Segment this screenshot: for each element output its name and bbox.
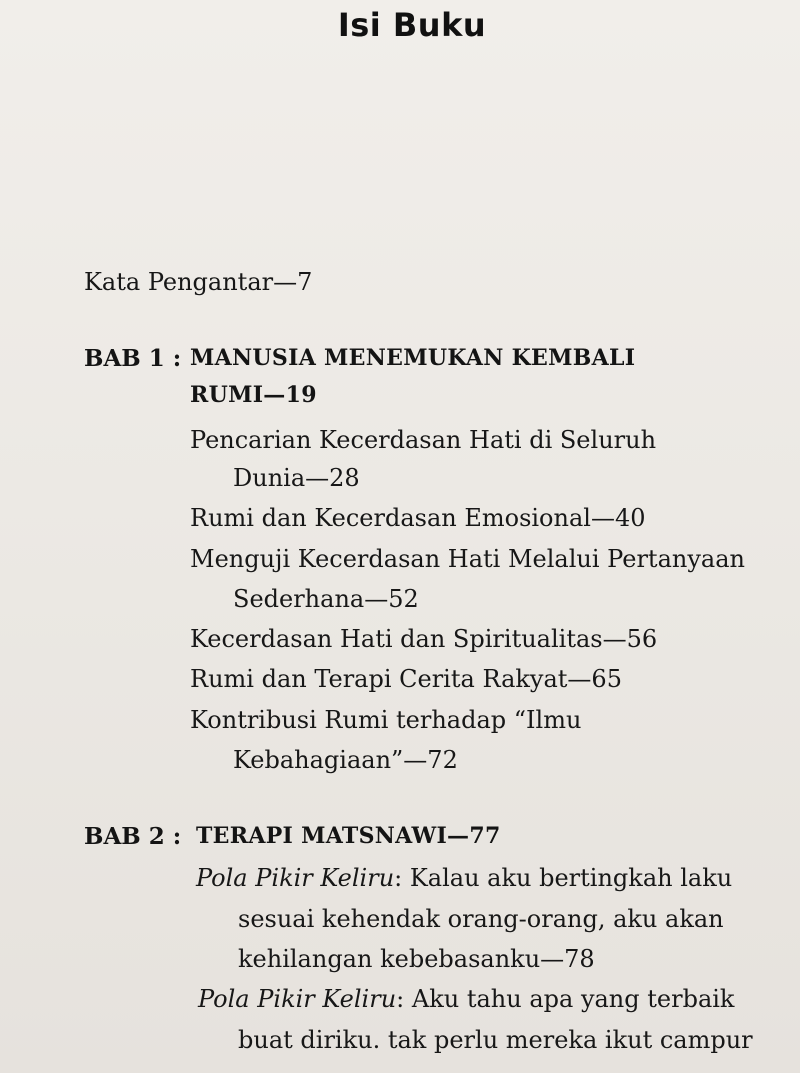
toc-entry-1-3-line1: Menguji Kecerdasan Hati Melalui Pertanyaan bbox=[190, 545, 745, 573]
toc-entry-2-2-prefix: Pola Pikir Keliru bbox=[198, 985, 397, 1013]
toc-entry-2-2-rest: : Aku tahu apa yang terbaik bbox=[396, 985, 735, 1013]
toc-entry-preface: Kata Pengantar—7 bbox=[84, 268, 313, 296]
toc-entry-1-2: Rumi dan Kecerdasan Emosional—40 bbox=[190, 504, 646, 532]
chapter-1-title-line1: MANUSIA MENEMUKAN KEMBALI bbox=[190, 345, 636, 371]
page-title: Isi Buku bbox=[337, 6, 487, 44]
toc-entry-2-1-prefix: Pola Pikir Keliru bbox=[196, 864, 395, 892]
chapter-2-title: TERAPI MATSNAWI—77 bbox=[196, 823, 501, 849]
toc-entry-1-6-line1: Kontribusi Rumi terhadap “Ilmu bbox=[190, 706, 582, 734]
toc-entry-2-1-line3: kehilangan kebebasanku—78 bbox=[238, 945, 595, 973]
chapter-2-label: BAB 2 : bbox=[84, 823, 182, 850]
toc-entry-2-1-rest: : Kalau aku bertingkah laku bbox=[394, 864, 733, 892]
toc-entry-2-1-line2: sesuai kehendak orang-orang, aku akan bbox=[238, 905, 724, 933]
toc-entry-1-1-line1: Pencarian Kecerdasan Hati di Seluruh bbox=[190, 426, 657, 454]
toc-entry-2-2-line1 bbox=[198, 987, 734, 1011]
chapter-1-title-line2: RUMI—19 bbox=[190, 382, 317, 408]
toc-entry-1-5: Rumi dan Terapi Cerita Rakyat—65 bbox=[190, 665, 622, 693]
toc-entry-2-1-line1 bbox=[196, 866, 732, 890]
toc-entry-1-4: Kecerdasan Hati dan Spiritualitas—56 bbox=[190, 625, 658, 653]
toc-entry-2-2-line2: buat diriku. tak perlu mereka ikut campur bbox=[238, 1026, 753, 1054]
toc-entry-1-6-line2: Kebahagiaan”—72 bbox=[233, 746, 458, 774]
chapter-1-label: BAB 1 : bbox=[84, 345, 182, 372]
toc-entry-1-1-line2: Dunia—28 bbox=[233, 464, 360, 492]
toc-entry-1-3-line2: Sederhana—52 bbox=[233, 585, 419, 613]
